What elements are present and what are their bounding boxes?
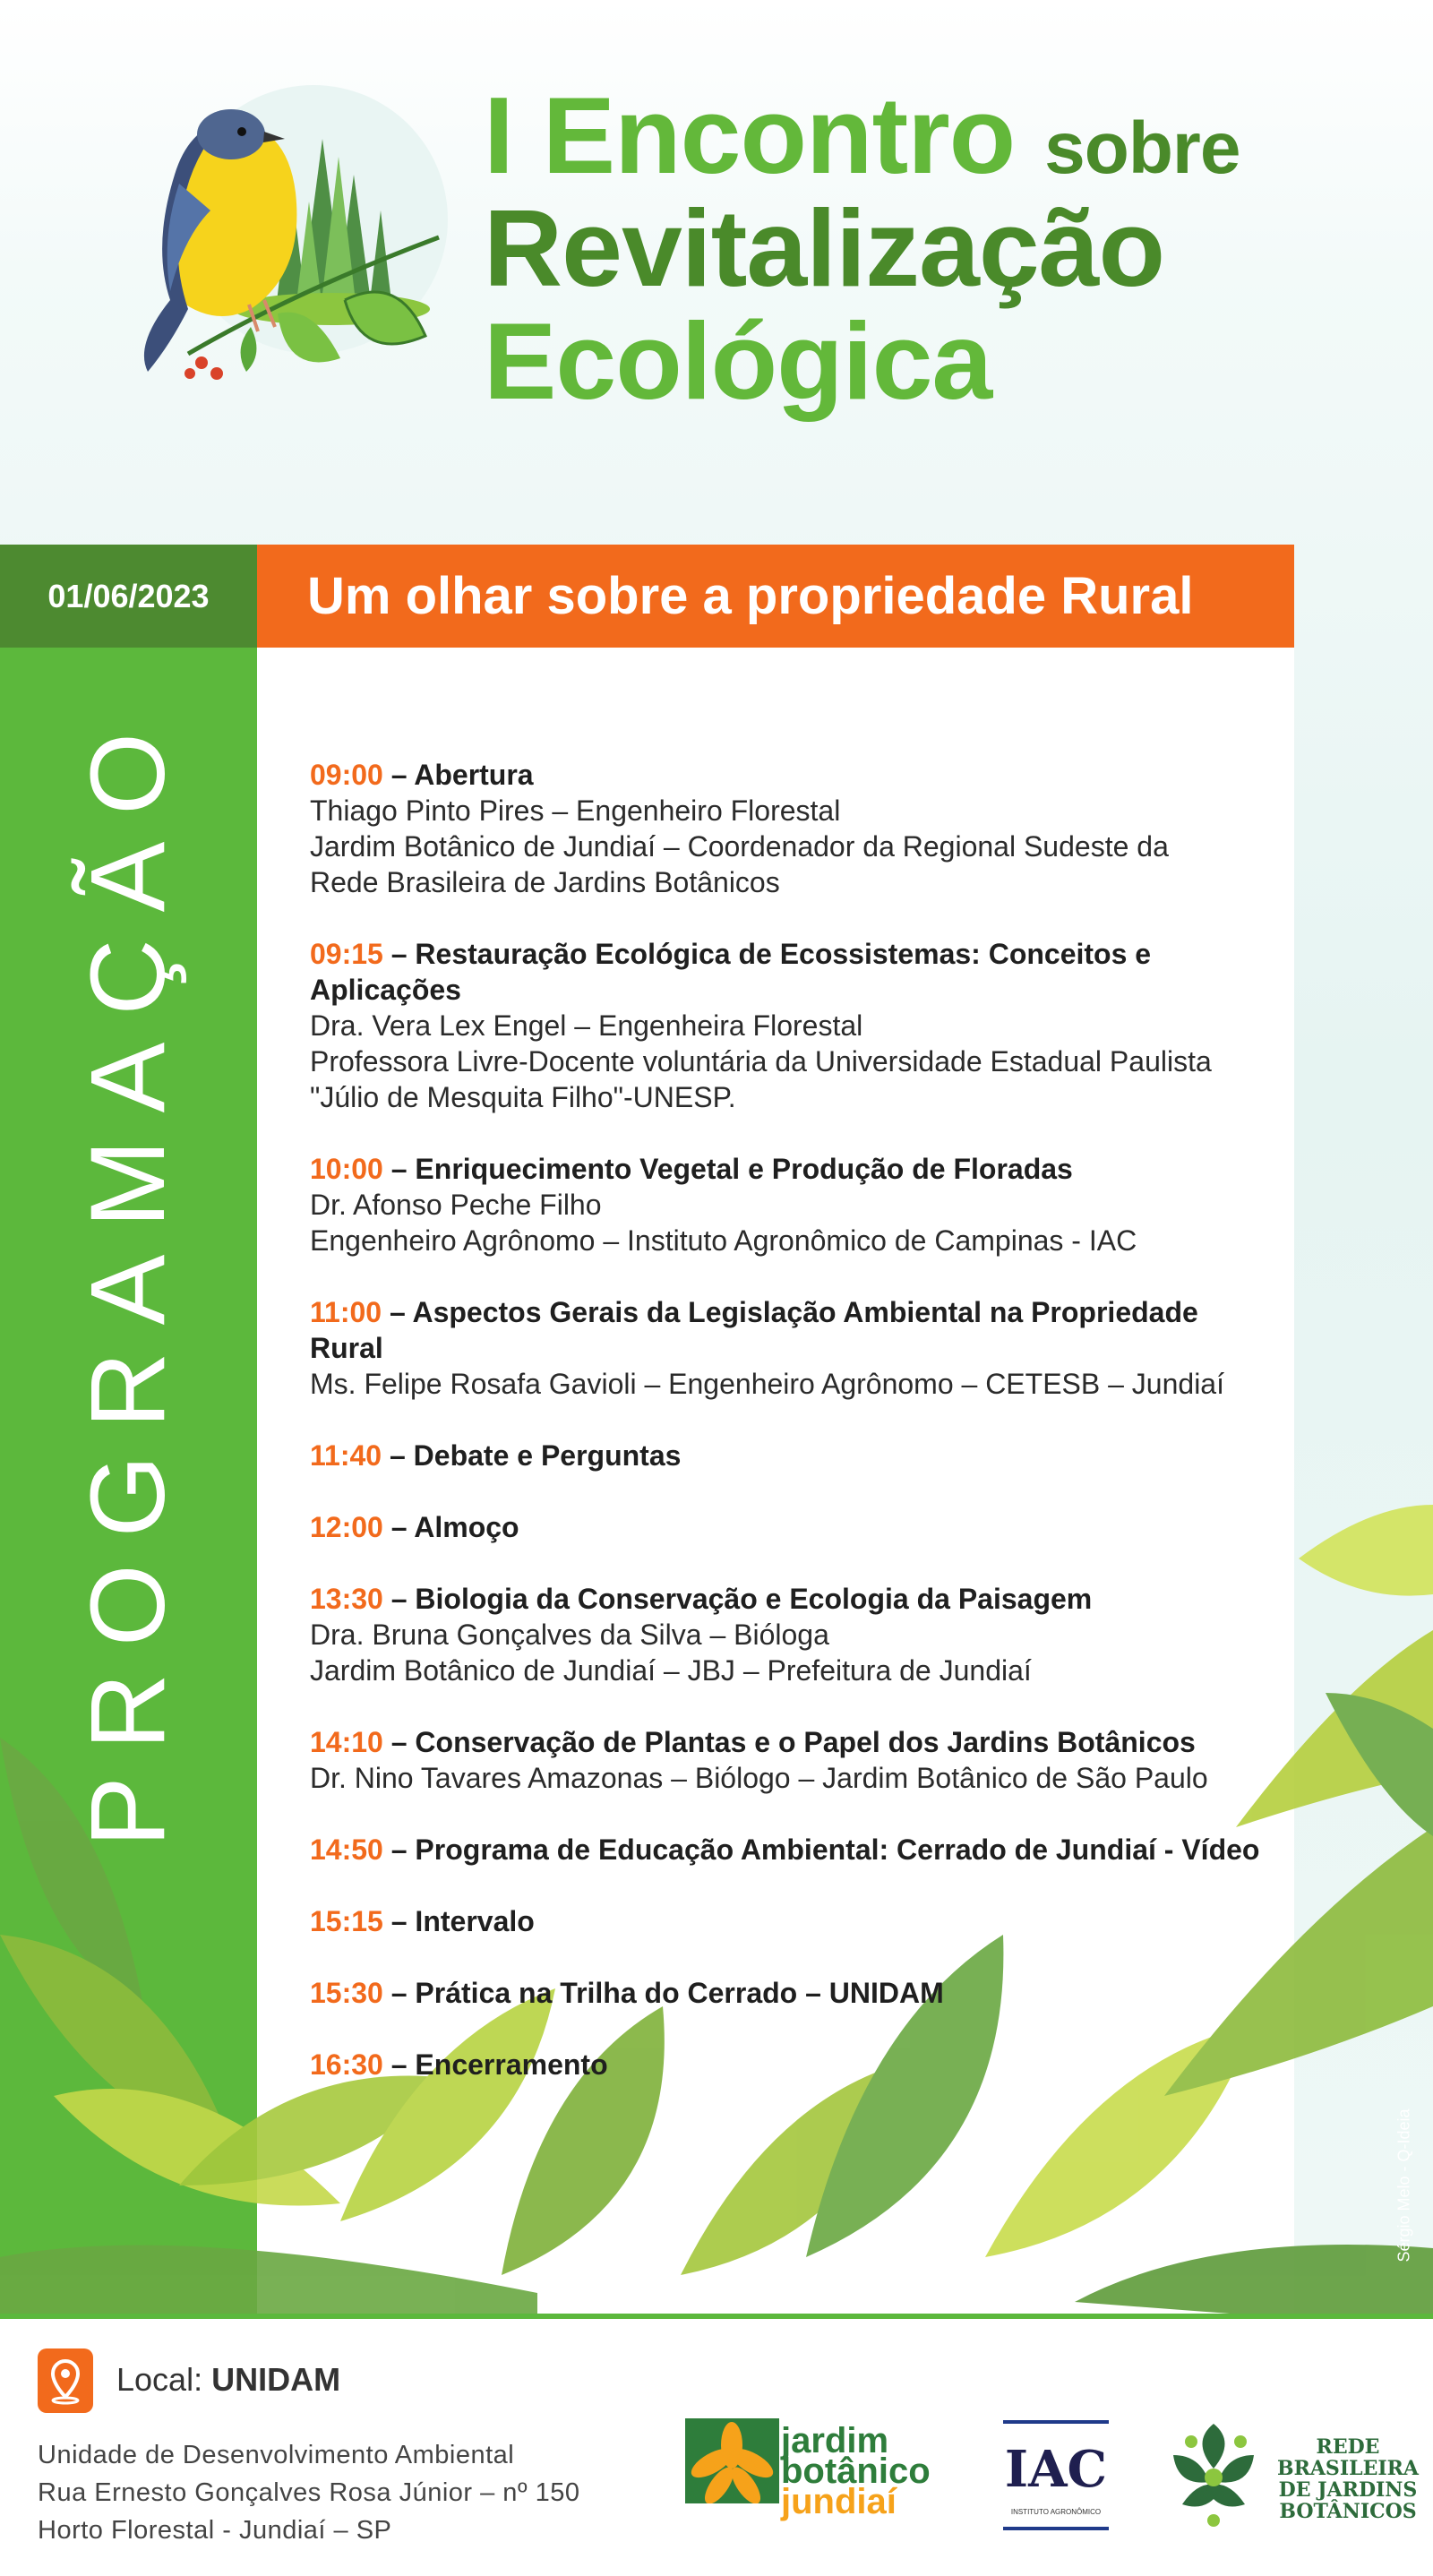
location (116, 2361, 340, 2399)
program-title: – Restauração Ecológica de Ecossistemas: Conceitos e Aplicações (310, 938, 1152, 1006)
program-item (310, 1151, 1277, 1258)
program-time: 15:30 (310, 1977, 383, 2009)
event-date: 01/06/2023 (0, 545, 257, 648)
location-value: UNIDAM (211, 2361, 341, 2398)
program-item (310, 1903, 1277, 1939)
program-item-heading (310, 1151, 1277, 1187)
program-title: – Abertura (382, 759, 534, 791)
jbj-logo-icon (685, 2418, 779, 2517)
sidebar-label: PROGRAMAÇÃO (69, 705, 187, 1848)
theme-banner: Um olhar sobre a propriedade Rural (257, 545, 1294, 648)
program-detail: Dr. Afonso Peche Filho (310, 1189, 602, 1221)
program-detail: Rede Brasileira de Jardins Botânicos (310, 866, 780, 898)
program-title: – Aspectos Gerais da Legislação Ambiental na Propriedade Rural (310, 1296, 1198, 1364)
title-line1: I Encontro (484, 74, 1016, 196)
jbj-word: jundiaí (781, 2482, 897, 2521)
program-item-heading (310, 1581, 1277, 1617)
location-label: Local: (116, 2361, 212, 2398)
program-item (310, 1581, 1277, 1688)
rede-logo-text (1276, 2436, 1420, 2522)
program-item (310, 1294, 1277, 1402)
program-item-heading (310, 1509, 1277, 1545)
rede-word: REDE BRASILEIRA (1276, 2435, 1419, 2480)
jbj-logo-text (781, 2421, 931, 2521)
rede-word: BOTÂNICOS (1279, 2500, 1417, 2523)
program-item (310, 2047, 1277, 2082)
iac-logo (1003, 2420, 1109, 2530)
program-detail: Dra. Vera Lex Engel – Engenheira Florestal (310, 1009, 863, 1042)
address-line: Rua Ernesto Gonçalves Rosa Júnior – nº 150 (38, 2478, 580, 2507)
program-item (310, 1832, 1277, 1868)
program-detail: Dra. Bruna Gonçalves da Silva – Bióloga (310, 1619, 829, 1651)
program-title: – Prática na Trilha do Cerrado – UNIDAM (382, 1977, 944, 2009)
program-time: 15:15 (310, 1905, 383, 1937)
program-detail: Professora Livre-Docente voluntária da Universidade Estadual Paulista (310, 1045, 1212, 1078)
program-item (310, 1509, 1277, 1545)
program-detail: "Júlio de Mesquita Filho"-UNESP. (310, 1081, 736, 1113)
title-line2: Revitalização (484, 187, 1165, 309)
program-item-heading (310, 1724, 1277, 1760)
program-detail: Ms. Felipe Rosafa Gavioli – Engenheiro Agrônomo – CETESB – Jundiaí (310, 1368, 1224, 1400)
program-list (310, 757, 1277, 2118)
program-time: 13:30 (310, 1583, 383, 1615)
program-title: – Encerramento (382, 2048, 608, 2081)
program-item-heading (310, 1975, 1277, 2011)
program-title: – Almoço (382, 1511, 519, 1543)
program-item (310, 1438, 1277, 1473)
program-item-heading (310, 2047, 1277, 2082)
program-title: – Programa de Educação Ambiental: Cerrado de Jundiaí - Vídeo (382, 1833, 1260, 1866)
iac-logo-text: IAC (1004, 2440, 1108, 2499)
jbj-word: botânico (781, 2451, 931, 2491)
location-pin-icon (38, 2348, 93, 2413)
address-line: Horto Florestal - Jundiaí – SP (38, 2516, 392, 2545)
program-time: 11:40 (310, 1439, 382, 1472)
program-detail: Engenheiro Agrônomo – Instituto Agronômico de Campinas - IAC (310, 1224, 1137, 1257)
program-item-heading (310, 1903, 1277, 1939)
program-title: – Debate e Perguntas (382, 1439, 682, 1472)
program-time: 11:00 (310, 1296, 382, 1328)
program-time: 14:50 (310, 1833, 383, 1866)
title-line1b: sobre (1044, 107, 1240, 189)
program-detail: Dr. Nino Tavares Amazonas – Biólogo – Jardim Botânico de São Paulo (310, 1762, 1208, 1794)
program-detail: Jardim Botânico de Jundiaí – Coordenador da Regional Sudeste da (310, 830, 1169, 863)
program-title: – Enriquecimento Vegetal e Produção de Floradas (382, 1153, 1073, 1185)
program-title: – Biologia da Conservação e Ecologia da Paisagem (382, 1583, 1093, 1615)
program-time: 09:00 (310, 759, 383, 791)
event-title (484, 74, 1240, 422)
program-time: 12:00 (310, 1511, 383, 1543)
program-item-heading (310, 757, 1277, 793)
program-item (310, 1724, 1277, 1796)
program-title: – Intervalo (382, 1905, 535, 1937)
program-item-heading (310, 1294, 1277, 1366)
program-item-heading (310, 936, 1277, 1008)
program-item-heading (310, 1832, 1277, 1868)
address (38, 2436, 579, 2549)
program-detail: Thiago Pinto Pires – Engenheiro Florestal (310, 794, 841, 827)
address-line: Unidade de Desenvolvimento Ambiental (38, 2441, 515, 2469)
jbj-word: jardim (781, 2421, 889, 2460)
rede-logo-icon (1155, 2415, 1272, 2531)
program-item-heading (310, 1438, 1277, 1473)
program-time: 10:00 (310, 1153, 383, 1185)
rede-word: DE JARDINS (1278, 2478, 1418, 2502)
title-line3: Ecológica (484, 300, 992, 422)
credit: Sérgio Melo - Q-Ideia (1394, 2108, 1413, 2263)
program-time: 16:30 (310, 2048, 383, 2081)
bird-illustration (116, 85, 457, 408)
program-item (310, 757, 1277, 900)
program-time: 14:10 (310, 1726, 383, 1758)
iac-logo-subtext: INSTITUTO AGRONÔMICO (1010, 2508, 1102, 2516)
program-title: – Conservação de Plantas e o Papel dos Jardins Botânicos (382, 1726, 1196, 1758)
program-item (310, 1975, 1277, 2011)
program-time: 09:15 (310, 938, 383, 970)
program-detail: Jardim Botânico de Jundiaí – JBJ – Prefeitura de Jundiaí (310, 1654, 1032, 1687)
program-item (310, 936, 1277, 1115)
